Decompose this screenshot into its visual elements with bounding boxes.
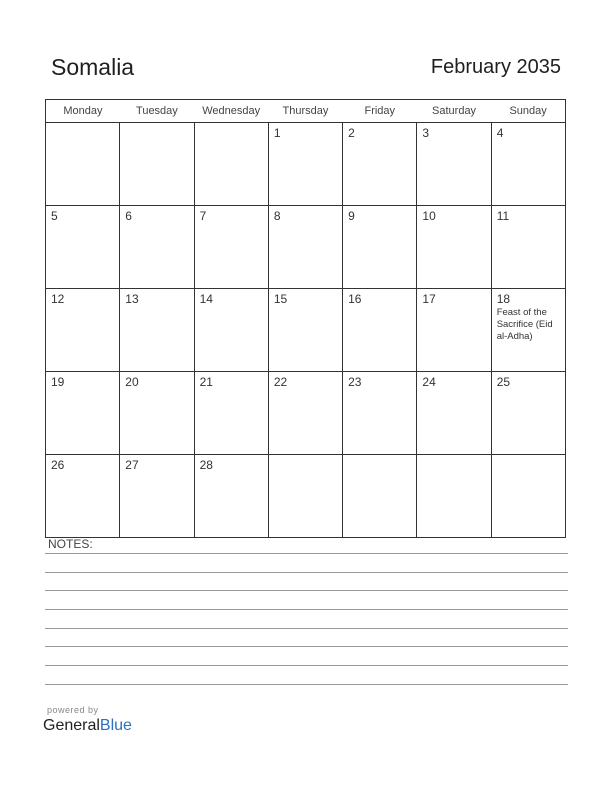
day-cell: [268, 123, 342, 206]
day-cell: [491, 206, 565, 289]
day-cell: [194, 455, 268, 538]
day-cell: [120, 289, 194, 372]
day-number: 13: [125, 292, 139, 306]
day-number: 7: [199, 209, 207, 223]
day-cell: [417, 372, 491, 455]
day-number: 12: [51, 292, 65, 306]
day-number: 10: [422, 209, 436, 223]
calendar-week-row: [46, 455, 566, 538]
day-number: 1: [273, 126, 281, 140]
calendar-week-row: [46, 206, 566, 289]
note-line: [45, 590, 568, 591]
note-line: [45, 553, 568, 554]
day-cell: [491, 372, 565, 455]
day-cell: [417, 123, 491, 206]
day-cell: [268, 206, 342, 289]
brand-name-part1: General: [43, 717, 100, 734]
day-number: 28: [199, 458, 213, 472]
day-cell: [417, 206, 491, 289]
weekday-header-row: [46, 100, 566, 123]
month-title: February 2035: [430, 56, 561, 78]
day-number: 15: [273, 292, 288, 306]
brand-logo: [43, 717, 132, 735]
note-line: [45, 665, 568, 666]
day-number: 11: [496, 209, 510, 223]
country-title: Somalia: [51, 54, 135, 80]
day-cell: [343, 206, 417, 289]
day-number: 8: [273, 209, 281, 223]
brand-name-part2: Blue: [99, 717, 132, 734]
day-number: 18: [496, 292, 511, 306]
weekday-saturday: Saturday: [417, 100, 491, 123]
notes-label: NOTES:: [48, 537, 93, 551]
day-cell: [46, 372, 120, 455]
day-cell: [120, 206, 194, 289]
day-number: 21: [199, 375, 213, 389]
day-cell: [343, 455, 417, 538]
day-number: 26: [51, 458, 65, 472]
calendar-body: [46, 123, 566, 538]
day-number: 4: [496, 126, 504, 140]
weekday-monday: Monday: [46, 100, 120, 123]
day-number: 5: [51, 209, 58, 223]
day-number: 2: [348, 126, 355, 140]
calendar-week-row: [46, 123, 566, 206]
day-cell: [46, 206, 120, 289]
calendar-grid: [45, 99, 566, 538]
day-cell: [194, 206, 268, 289]
day-number: 23: [348, 375, 362, 389]
day-number: 6: [125, 209, 132, 223]
day-cell: [46, 455, 120, 538]
day-number: 16: [348, 292, 362, 306]
day-cell: [491, 123, 565, 206]
day-cell: [491, 455, 565, 538]
day-number: 19: [51, 375, 65, 389]
day-number: 3: [422, 126, 430, 140]
day-cell: [268, 455, 342, 538]
note-line: [45, 684, 568, 685]
day-number: 17: [422, 292, 436, 306]
weekday-wednesday: Wednesday: [194, 100, 268, 123]
weekday-sunday: Sunday: [491, 100, 565, 123]
day-cell: [120, 455, 194, 538]
day-number: 25: [496, 375, 511, 389]
note-line: [45, 572, 568, 573]
day-cell: [120, 372, 194, 455]
day-cell: [417, 455, 491, 538]
note-line: [45, 628, 568, 629]
day-cell: [343, 123, 417, 206]
day-cell: [46, 123, 120, 206]
day-cell: [46, 289, 120, 372]
day-cell: [491, 289, 565, 372]
day-cell: [194, 123, 268, 206]
day-number: 27: [125, 458, 139, 472]
day-number: 9: [348, 209, 355, 223]
day-cell: [194, 289, 268, 372]
day-cell: [268, 372, 342, 455]
day-number: 14: [199, 292, 213, 306]
weekday-thursday: Thursday: [268, 100, 342, 123]
calendar-week-row: [46, 372, 566, 455]
day-cell: [417, 289, 491, 372]
day-number: 22: [273, 375, 288, 389]
day-cell: [343, 289, 417, 372]
day-cell: [343, 372, 417, 455]
weekday-tuesday: Tuesday: [120, 100, 194, 123]
calendar-week-row: [46, 289, 566, 372]
note-line: [45, 609, 568, 610]
powered-by-text: powered by: [47, 705, 99, 715]
day-cell: [268, 289, 342, 372]
day-cell: [120, 123, 194, 206]
note-line: [45, 646, 568, 647]
weekday-friday: Friday: [343, 100, 417, 123]
holiday-label: Feast of the Sacrifice (Eid al-Adha): [496, 307, 553, 342]
day-number: 24: [422, 375, 436, 389]
day-cell: [194, 372, 268, 455]
day-number: 20: [125, 375, 139, 389]
